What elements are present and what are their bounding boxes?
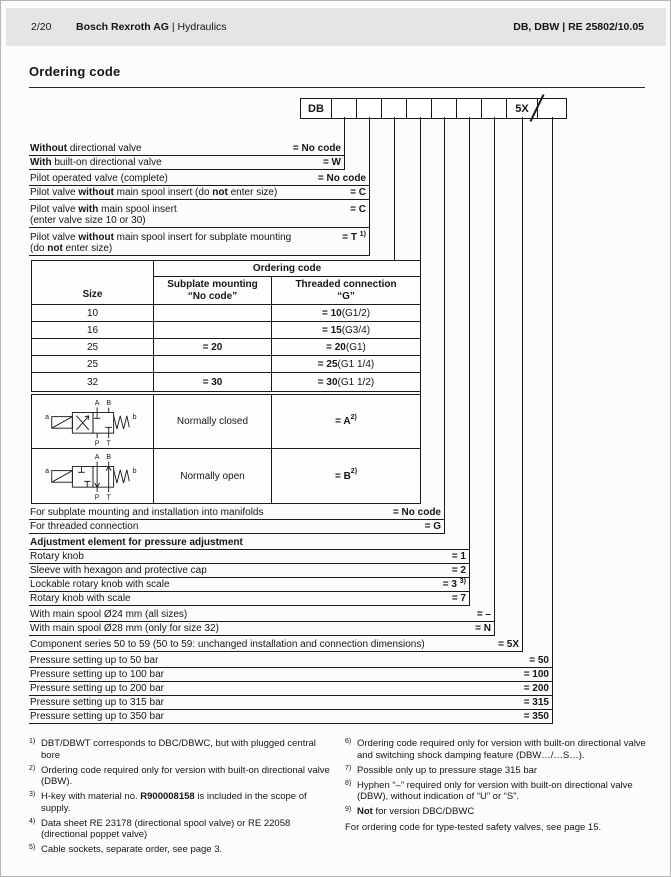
option-row xyxy=(29,200,369,228)
pilot-valve-options xyxy=(29,172,369,256)
actuator-label-b: b xyxy=(132,413,137,421)
footnote-text: Cable sockets, separate order, see page 3. xyxy=(41,844,223,855)
footnote xyxy=(345,806,648,818)
table-row xyxy=(32,305,420,322)
code-box-pressure xyxy=(537,98,567,119)
footnote xyxy=(345,738,648,761)
option-code: = A $^{2)}$ xyxy=(335,413,357,427)
port-label-A: A xyxy=(94,454,99,462)
connector-line xyxy=(444,117,445,534)
option-label-line2: (enter valve size 10 or 30) xyxy=(30,215,146,226)
connection-options xyxy=(29,506,444,534)
table-row xyxy=(32,449,420,503)
footnote-text: Not for version DBC/DBWC xyxy=(357,806,475,817)
ordering-code-boxes xyxy=(300,98,567,119)
option-row xyxy=(29,186,369,200)
pressure-options xyxy=(29,654,552,724)
subplate-cell xyxy=(154,322,272,338)
option-code: = C xyxy=(350,187,366,198)
option-row xyxy=(29,608,494,622)
size-cell: 25 xyxy=(32,339,154,355)
option-label: Sleeve with hexagon and protective cap xyxy=(30,565,207,576)
option-label: Pressure setting up to 350 bar xyxy=(30,711,164,722)
option-row xyxy=(29,696,552,710)
directional-valve-options xyxy=(29,142,344,170)
header-brand: Bosch Rexroth AG | Hydraulics xyxy=(76,21,227,33)
option-label: Component series 50 to 59 (50 to 59: unchanged installation and connection dimensions) xyxy=(30,639,425,650)
subplate-cell xyxy=(154,356,272,372)
footnote xyxy=(29,791,334,814)
option-code: = 200 xyxy=(523,683,549,694)
connector-line xyxy=(469,117,470,606)
footnote-marker: 7) xyxy=(345,764,352,772)
table-row xyxy=(32,373,420,391)
footnote-text: Possible only up to pressure stage 315 bar xyxy=(357,764,538,776)
code-box-type: DB xyxy=(300,98,332,119)
footnote-text: H-key with material no. R900008158 is included in the scope of supply. xyxy=(41,791,307,814)
option-code: = 2 xyxy=(451,565,466,576)
option-row xyxy=(29,520,444,534)
footnote xyxy=(29,765,334,788)
footnote xyxy=(345,765,648,777)
option-code: = – xyxy=(476,609,491,620)
footnotes-right xyxy=(345,738,648,833)
table-row xyxy=(32,339,420,356)
footnote-text: Data sheet RE 23178 (directional spool valve) or RE 22058 (directional poppet valve) xyxy=(41,817,291,840)
option-code: = 5X xyxy=(498,639,519,650)
option-row xyxy=(29,156,344,170)
code-box xyxy=(331,98,357,119)
size-table-header xyxy=(32,261,420,305)
page-header xyxy=(6,8,666,46)
code-box xyxy=(381,98,407,119)
option-code: = C xyxy=(350,204,366,215)
symbol-description: Normally open xyxy=(154,449,272,503)
port-label-P: P xyxy=(94,440,99,448)
option-label: Pilot valve with main spool insert xyxy=(30,204,177,215)
col-header-line: “G” xyxy=(337,290,355,302)
option-label: Pressure setting up to 200 bar xyxy=(30,683,164,694)
table-row xyxy=(32,322,420,339)
option-code: = No code xyxy=(392,507,441,518)
code-box xyxy=(356,98,382,119)
threaded-cell: = 15 (G3/4) xyxy=(321,324,371,336)
connector-line xyxy=(494,117,495,636)
option-label: Rotary knob with scale xyxy=(30,593,131,604)
option-row xyxy=(29,622,494,636)
footnotes-left xyxy=(29,738,334,859)
option-row xyxy=(29,506,444,520)
actuator-label-a: a xyxy=(44,413,49,421)
col-header-threaded xyxy=(272,277,420,304)
code-box xyxy=(456,98,482,119)
adjustment-options xyxy=(29,536,469,606)
valve-symbol-normally-open-icon xyxy=(40,450,146,502)
connector-line xyxy=(394,117,395,260)
option-row xyxy=(29,564,469,578)
option-code: = 100 xyxy=(523,669,549,680)
option-code: = B $^{2)}$ xyxy=(334,468,358,482)
connector-line xyxy=(344,117,345,170)
code-box xyxy=(481,98,507,119)
symbol-cell xyxy=(32,449,154,503)
size-cell: 32 xyxy=(32,373,154,391)
code-box xyxy=(431,98,457,119)
subplate-cell: = 20 xyxy=(154,339,272,355)
port-label-T: T xyxy=(106,440,111,448)
col-header-line: Threaded connection xyxy=(295,278,397,290)
connector-line xyxy=(369,117,370,256)
option-row xyxy=(29,142,344,156)
port-label-B: B xyxy=(105,399,111,407)
footnote xyxy=(29,738,334,761)
port-label-T: T xyxy=(106,494,111,502)
group-header: Adjustment element for pressure adjustment xyxy=(30,537,243,548)
option-code: = N xyxy=(475,623,491,634)
option-code: = 50 xyxy=(529,655,549,666)
subplate-cell: = 30 xyxy=(154,373,272,391)
spool-options xyxy=(29,608,494,636)
option-code: = 7 xyxy=(451,593,466,604)
footnote xyxy=(29,844,334,856)
table-row xyxy=(32,395,420,449)
component-series-option xyxy=(29,638,522,652)
option-code: = No code xyxy=(292,143,341,154)
threaded-cell: = 20 (G1) xyxy=(326,341,366,353)
size-cell: 10 xyxy=(32,305,154,321)
subplate-cell xyxy=(154,305,272,321)
title-rule xyxy=(29,87,645,88)
col-header-ordering-code: Ordering code xyxy=(154,261,420,277)
option-row xyxy=(29,654,552,668)
footnote-marker: 6) xyxy=(345,738,352,745)
port-label-B: B xyxy=(105,454,111,462)
size-cell: 25 xyxy=(32,356,154,372)
option-row xyxy=(29,668,552,682)
symbol-description: Normally closed xyxy=(154,395,272,448)
actuator-label-a: a xyxy=(44,468,49,476)
closing-note: For ordering code for type-tested safety valves, see page 15. xyxy=(345,821,602,833)
symbol-cell xyxy=(32,395,154,448)
port-label-P: P xyxy=(94,494,99,502)
footnote-text: Ordering code required only for version with built-on directional valve (DBW). xyxy=(41,764,330,787)
option-code: = 3 $^{3)}$ xyxy=(442,578,466,590)
col-header-subplate xyxy=(154,277,272,304)
table-row xyxy=(32,356,420,373)
option-label: Pressure setting up to 315 bar xyxy=(30,697,164,708)
code-box-series: 5X xyxy=(506,98,538,119)
page-number: 2/20 xyxy=(31,21,52,33)
option-code: = 1 xyxy=(451,551,466,562)
threaded-cell: = 25 (G1 1/4) xyxy=(317,358,375,370)
option-code: = W xyxy=(322,157,341,168)
option-row xyxy=(29,592,469,606)
option-row xyxy=(29,172,369,186)
option-label-line2: (do not enter size) xyxy=(30,243,113,254)
footnote-marker: 2) xyxy=(29,764,36,772)
footnote-marker: 4) xyxy=(29,817,36,825)
option-label: Pilot valve without main spool insert for subplate mounting xyxy=(30,232,292,243)
size-cell: 16 xyxy=(32,322,154,338)
option-label: With main spool Ø24 mm (all sizes) xyxy=(30,609,188,620)
option-label: With main spool Ø28 mm (only for size 32) xyxy=(30,623,219,634)
option-row xyxy=(29,228,369,256)
footnote-marker: 5) xyxy=(29,844,36,851)
symbols-table xyxy=(31,394,421,504)
option-code: = No code xyxy=(317,173,366,184)
page-title: Ordering code xyxy=(29,64,121,79)
option-row xyxy=(29,682,552,696)
option-label: Pilot operated valve (complete) xyxy=(30,173,168,184)
connector-line xyxy=(552,117,553,724)
port-label-A: A xyxy=(94,399,99,407)
option-row xyxy=(29,638,522,652)
valve-symbol-normally-closed-icon xyxy=(40,396,146,448)
option-code: = G xyxy=(424,521,441,532)
actuator-label-b: b xyxy=(132,468,137,476)
threaded-cell: = 10 (G1/2) xyxy=(321,307,371,319)
footnote-marker: 8) xyxy=(345,779,352,787)
group-header-row xyxy=(29,536,469,550)
footnote-marker: 1) xyxy=(29,738,36,745)
option-row xyxy=(29,578,469,592)
option-label: Lockable rotary knob with scale xyxy=(30,579,170,590)
col-header-line: “No code” xyxy=(187,290,238,302)
option-label: Pilot valve without main spool insert (do not enter size) xyxy=(30,187,278,198)
footnote xyxy=(345,780,648,803)
option-label: Rotary knob xyxy=(30,551,84,562)
option-label: With built-on directional valve xyxy=(30,157,162,168)
footnote-text: DBT/DBWT corresponds to DBC/DBWC, but with plugged central bore xyxy=(41,738,316,761)
option-label: Without directional valve xyxy=(30,143,142,154)
option-code: = 350 xyxy=(523,711,549,722)
option-label: Pressure setting up to 100 bar xyxy=(30,669,164,680)
col-header-line: Subplate mounting xyxy=(167,278,258,290)
connector-line xyxy=(522,117,523,652)
footnote-text: Hyphen “–” required only for version with built-on directional valve (DBW), without indication of “U” or “S”. xyxy=(357,779,633,802)
option-code: = 315 xyxy=(523,697,549,708)
option-label: Pressure setting up to 50 bar xyxy=(30,655,159,666)
col-header-size: Size xyxy=(32,261,154,304)
option-label: For threaded connection xyxy=(30,521,139,532)
option-label: For subplate mounting and installation into manifolds xyxy=(30,507,264,518)
header-doc-ref: DB, DBW | RE 25802/10.05 xyxy=(513,21,644,33)
threaded-cell: = 30 (G1 1/2) xyxy=(317,376,375,388)
size-table xyxy=(31,260,421,392)
option-code: = T $^{1)}$ xyxy=(342,231,366,243)
option-row xyxy=(29,710,552,724)
option-row xyxy=(29,550,469,564)
footnote-text: Ordering code required only for version with built-on directional valve and switching shock damping feature (DBW…/…S…). xyxy=(357,738,646,761)
footnote-marker: 3) xyxy=(29,791,36,798)
footnote-marker: 9) xyxy=(345,806,352,813)
code-box xyxy=(406,98,432,119)
footnote xyxy=(29,818,334,841)
